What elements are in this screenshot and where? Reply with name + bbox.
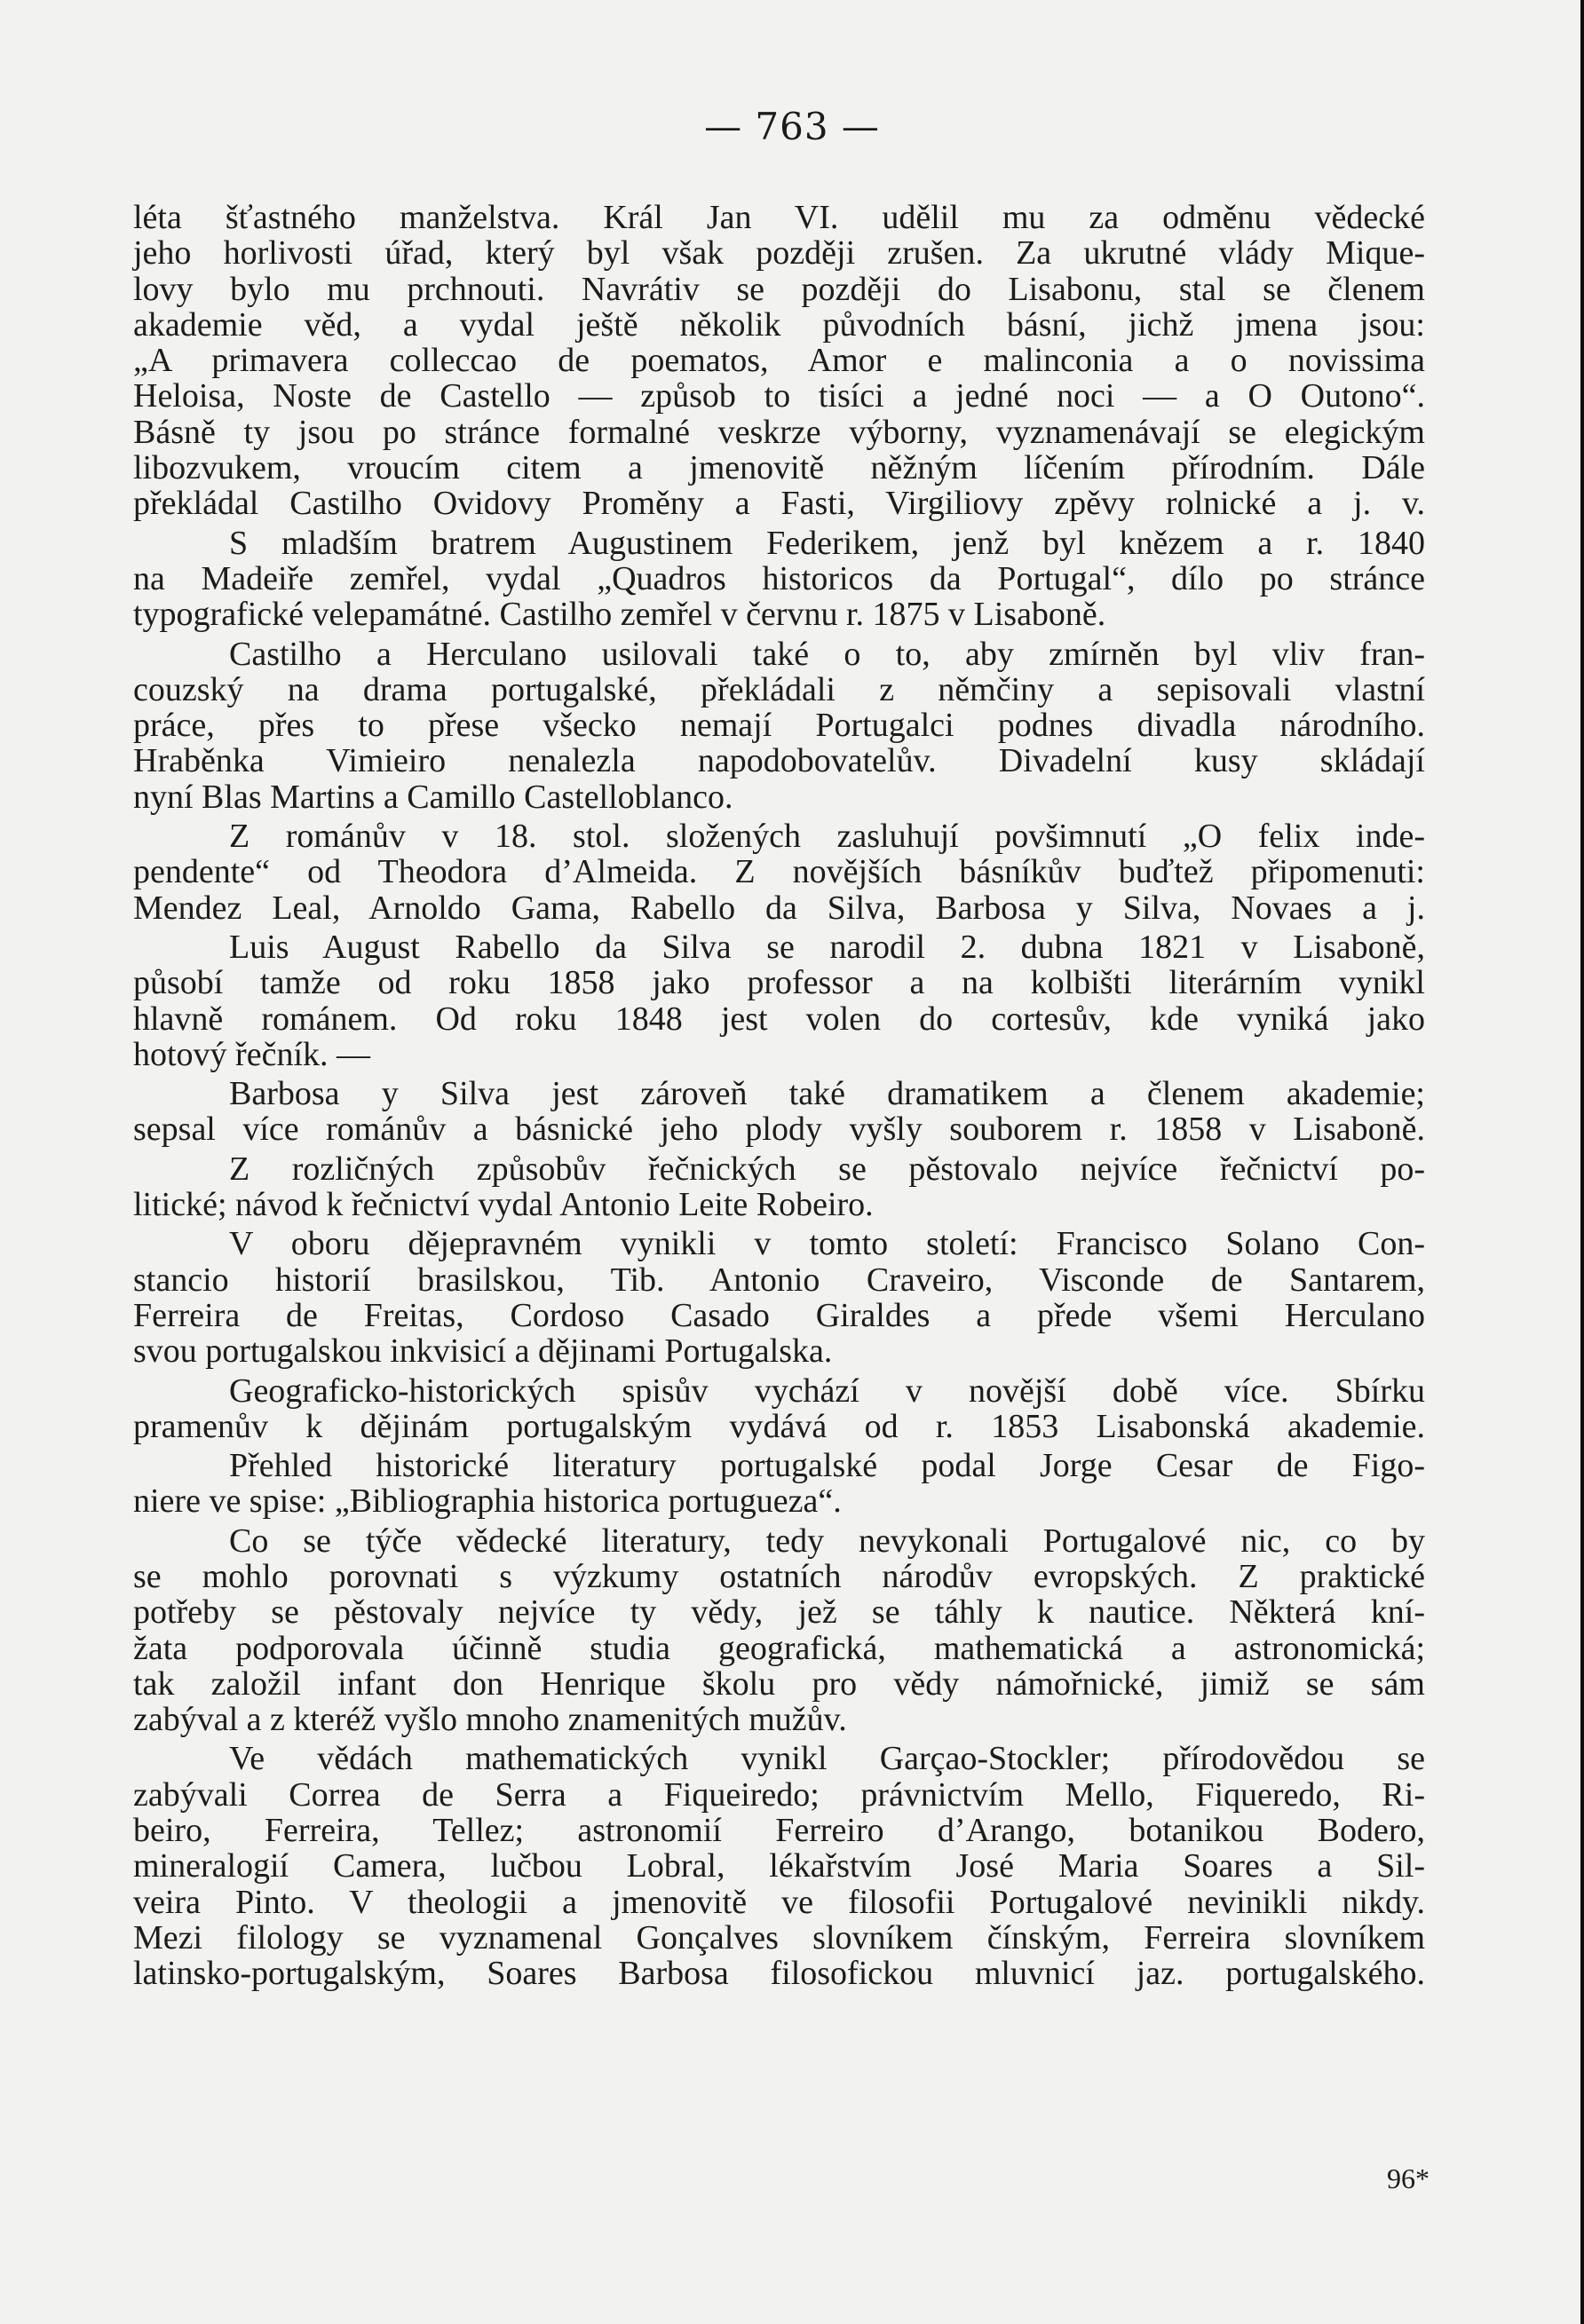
text-line: Barbosa y Silva jest zároveň také dramatikem a členem akademie;	[229, 1075, 1425, 1113]
text-line: se mohlo porovnati s výzkumy ostatních národův evropských. Z praktické	[133, 1557, 1425, 1595]
text-line: Luis August Rabello da Silva se narodil 2. dubna 1821 v Lisaboně,	[229, 928, 1425, 966]
text-line: Básně ty jsou po stránce formalné veskrze výborny, vyznamenávají se elegickým	[133, 413, 1425, 451]
text-line: akademie věd, a vydal ještě několik původních básní, jichž jmena jsou:	[133, 305, 1425, 344]
text-line: jeho horlivosti úřad, který byl však později zrušen. Za ukrutné vlády Mique-	[133, 234, 1425, 273]
paragraph	[133, 526, 1425, 633]
paragraph	[133, 1523, 1425, 1738]
text-line: Hraběnka Vimieiro nenalezla napodobovatelův. Divadelní kusy skládají	[133, 742, 1425, 780]
text-line: pramenův k dějinám portugalským vydává od r. 1853 Lisabonská akademie.	[133, 1407, 1425, 1445]
paragraph	[133, 929, 1425, 1072]
paragraph	[133, 1076, 1425, 1148]
text-line: Heloisa, Noste de Castello — způsob to tisíci a jedné noci — a O Outono“.	[133, 377, 1425, 415]
text-line: Ve vědách mathematických vynikl Garçao-Stockler; přírodovědou se	[229, 1740, 1425, 1778]
paragraph	[133, 1448, 1425, 1520]
text-line: žata podporovala účinně studia geografická, mathematická a astronomická;	[133, 1629, 1425, 1667]
text-line: mineralogií Camera, lučbou Lobral, lékařstvím José Maria Soares a Sil-	[133, 1847, 1425, 1885]
paragraph	[133, 200, 1425, 522]
text-line: Mendez Leal, Arnoldo Gama, Rabello da Silva, Barbosa y Silva, Novaes a j.	[133, 889, 1425, 927]
text-line: Přehled historické literatury portugalské podal Jorge Cesar de Figo-	[229, 1447, 1425, 1485]
text-line: působí tamže od roku 1858 jako professor a na kolbišti literárním vynikl	[133, 964, 1425, 1002]
text-line: hotový řečník. —	[133, 1035, 371, 1073]
text-line: tak založil infant don Henrique školu pro vědy námořnické, jimiž se sám	[133, 1664, 1425, 1703]
text-line: niere ve spise: „Bibliographia historica portugueza“.	[133, 1482, 842, 1521]
paragraph	[133, 1741, 1425, 1991]
paragraph	[133, 1151, 1425, 1223]
text-line: couzský na drama portugalské, překládali z němčiny a sepisovali vlastní	[133, 670, 1425, 708]
text-line: Co se týče vědecké literatury, tedy nevykonali Portugalové nic, co by	[229, 1522, 1425, 1560]
text-line: Z románův v 18. stol. složených zasluhují povšimnutí „O felix inde-	[229, 818, 1425, 856]
paragraph	[133, 1226, 1425, 1369]
text-line: Ferreira de Freitas, Cordoso Casado Giraldes a přede všemi Herculano	[133, 1296, 1425, 1334]
text-line: práce, přes to přese všecko nemají Portugalci podnes divadla národního.	[133, 707, 1425, 745]
text-line: léta šťastného manželstva. Král Jan VI. udělil mu za odměnu vědecké	[133, 199, 1425, 236]
text-line: potřeby se pěstovaly nejvíce ty vědy, jež se táhly k nautice. Některá kní-	[133, 1593, 1425, 1632]
page-number: — 763 —	[704, 105, 880, 148]
text-line: hlavně románem. Od roku 1848 jest volen do cortesův, kde vyniká jako	[133, 1000, 1425, 1038]
paragraph	[133, 636, 1425, 815]
text-line: „A primavera colleccao de poematos, Amor e malinconia a o novissima	[133, 342, 1425, 380]
text-line: Castilho a Herculano usilovali také o to, aby zmírněn byl vliv fran-	[229, 635, 1425, 673]
paragraph	[133, 818, 1425, 926]
text-line: Geograficko-historických spisův vychází v novější době více. Sbírku	[229, 1371, 1425, 1410]
text-line: latinsko-portugalským, Soares Barbosa filosofickou mluvnicí jaz. portugalského.	[133, 1955, 1425, 1993]
text-line: překládal Castilho Ovidovy Proměny a Fasti, Virgiliovy zpěvy rolnické a j. v.	[133, 485, 1425, 523]
text-line: sepsal více románův a básnické jeho plody vyšly souborem r. 1858 v Lisaboně.	[133, 1111, 1425, 1149]
signature-mark: 96*	[1387, 2162, 1430, 2194]
body-text	[133, 200, 1425, 1992]
text-line: lovy bylo mu prchnouti. Navrátiv se později do Lisabonu, stal se členem	[133, 270, 1425, 308]
text-line: S mladším bratrem Augustinem Federikem, jenž byl knězem a r. 1840	[229, 524, 1425, 562]
text-line: zabývali Correa de Serra a Fiqueiredo; právnictvím Mello, Fiqueredo, Ri-	[133, 1775, 1425, 1814]
text-line: beiro, Ferreira, Tellez; astronomií Ferreiro d’Arango, botanikou Bodero,	[133, 1812, 1425, 1850]
text-line: veira Pinto. V theologii a jmenovitě ve filosofii Portugalové nevinikli nikdy.	[133, 1883, 1425, 1921]
text-line: stancio historií brasilskou, Tib. Antonio Craveiro, Visconde de Santarem,	[133, 1261, 1425, 1299]
text-line: nyní Blas Martins a Camillo Castelloblanco.	[133, 778, 733, 816]
text-line: litické; návod k řečnictví vydal Antonio Leite Robeiro.	[133, 1186, 874, 1224]
paragraph	[133, 1373, 1425, 1445]
text-line: libozvukem, vroucím citem a jmenovitě něžným líčením přírodním. Dále	[133, 449, 1425, 487]
text-line: na Madeiře zemřel, vydal „Quadros historicos da Portugal“, dílo po stránce	[133, 559, 1425, 597]
text-line: typografické velepamátné. Castilho zemřel v červnu r. 1875 v Lisaboně.	[133, 596, 1106, 634]
text-line: Mezi filology se vyznamenal Gonçalves slovníkem čínským, Ferreira slovníkem	[133, 1918, 1425, 1956]
text-line: pendente“ od Theodora d’Almeida. Z novějších básníkův buďtež připomenuti:	[133, 853, 1425, 891]
text-line: Z rozličných způsobův řečnických se pěstovalo nejvíce řečnictví po-	[229, 1150, 1425, 1188]
text-line: svou portugalskou inkvisicí a dějinami Portugalska.	[133, 1332, 833, 1371]
text-line: zabýval a z kteréž vyšlo mnoho znamenitých mužův.	[133, 1701, 847, 1739]
text-line: V oboru dějepravném vynikli v tomto století: Francisco Solano Con-	[229, 1225, 1425, 1263]
